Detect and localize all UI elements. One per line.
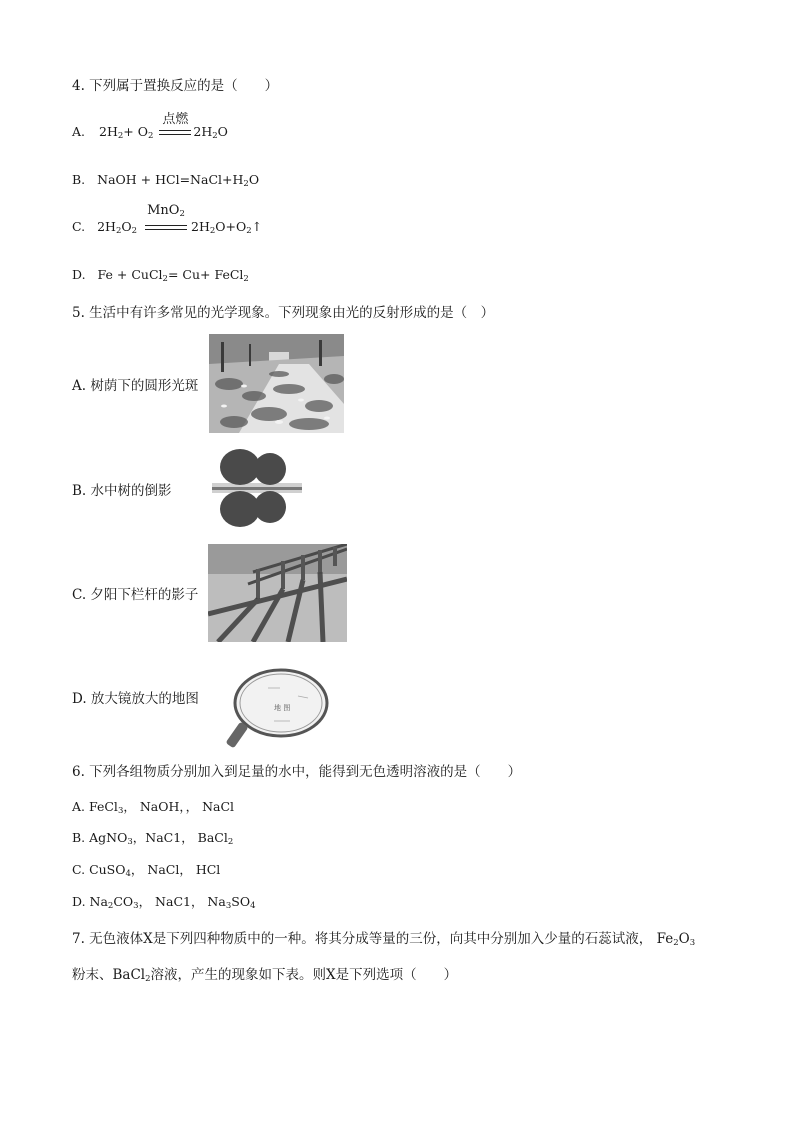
c-reaction-arrow xyxy=(145,203,187,234)
railing-shadow-photo xyxy=(208,544,347,642)
option-label: A. xyxy=(72,124,86,139)
a-reaction-arrow xyxy=(159,112,191,139)
tree-shade-photo xyxy=(209,334,344,433)
q6-option-d: D. $Na_2CO_3$， NaC1， $Na_3SO_4$ xyxy=(72,894,256,911)
c-product: $2H_2O+O_2↑$ xyxy=(191,219,263,236)
q6-option-c: C. CuSO$_4$， NaCl， HCl xyxy=(72,862,221,879)
tree-reflection-photo xyxy=(212,443,302,533)
q6-option-b: B. AgNO$_3$，NaC1， BaCl$_2$ xyxy=(72,830,234,847)
q4-option-d: D. Fe + CuCl$_2$= Cu+ FeCl$_2$ xyxy=(72,267,249,284)
map-label: 地 图 xyxy=(274,704,291,712)
magnifier-photo xyxy=(208,666,332,748)
a-product: $2H_2O$ xyxy=(193,124,228,141)
question-4-stem: 4. 下列属于置换反应的是（ ） xyxy=(72,78,279,94)
c-reactant: $2H_2O_2$ xyxy=(97,219,138,236)
question-6-stem: 6. 下列各组物质分别加入到足量的水中，能得到无色透明溶液的是（ ） xyxy=(72,764,522,780)
question-7-line-1: 7. 无色液体X是下列四种物质中的一种。将其分成等量的三份，向其中分别加入少量的石蕊试液， $Fe_2O_3$ xyxy=(72,931,696,948)
q6-option-a: A. FeCl$_3$， NaOH，， NaCl xyxy=(72,799,235,816)
a-condition: 点燃 xyxy=(162,112,189,127)
a-reactant-o2: + $O_2$ xyxy=(123,124,154,141)
q5-option-a-label: A. 树荫下的圆形光斑 xyxy=(72,378,199,394)
question-5-stem: 5. 生活中有许多常见的光学现象。下列现象由光的反射形成的是（ ） xyxy=(72,305,495,321)
a-reactant-h2: $2H_2$ xyxy=(99,124,124,141)
q4-option-a xyxy=(72,112,228,141)
c-catalyst: MnO$_2$ xyxy=(147,203,185,219)
q5-option-c-label: C. 夕阳下栏杆的影子 xyxy=(72,587,199,603)
q5-option-b-label: B. 水中树的倒影 xyxy=(72,483,172,499)
question-7-line-2: 粉末、BaCl$_2$溶液，产生的现象如下表。则X是下列选项（ ） xyxy=(72,967,458,984)
q4-option-c: C. $2H_2O_2$ MnO$_2$ $2H_2O+O_2↑$ xyxy=(72,203,263,236)
q4-option-b: B. NaOH + $HCl=NaCl+H_2O$ xyxy=(72,172,260,189)
gas-arrow-icon: ↑ xyxy=(251,219,263,234)
q5-option-d-label: D. 放大镜放大的地图 xyxy=(72,691,199,707)
